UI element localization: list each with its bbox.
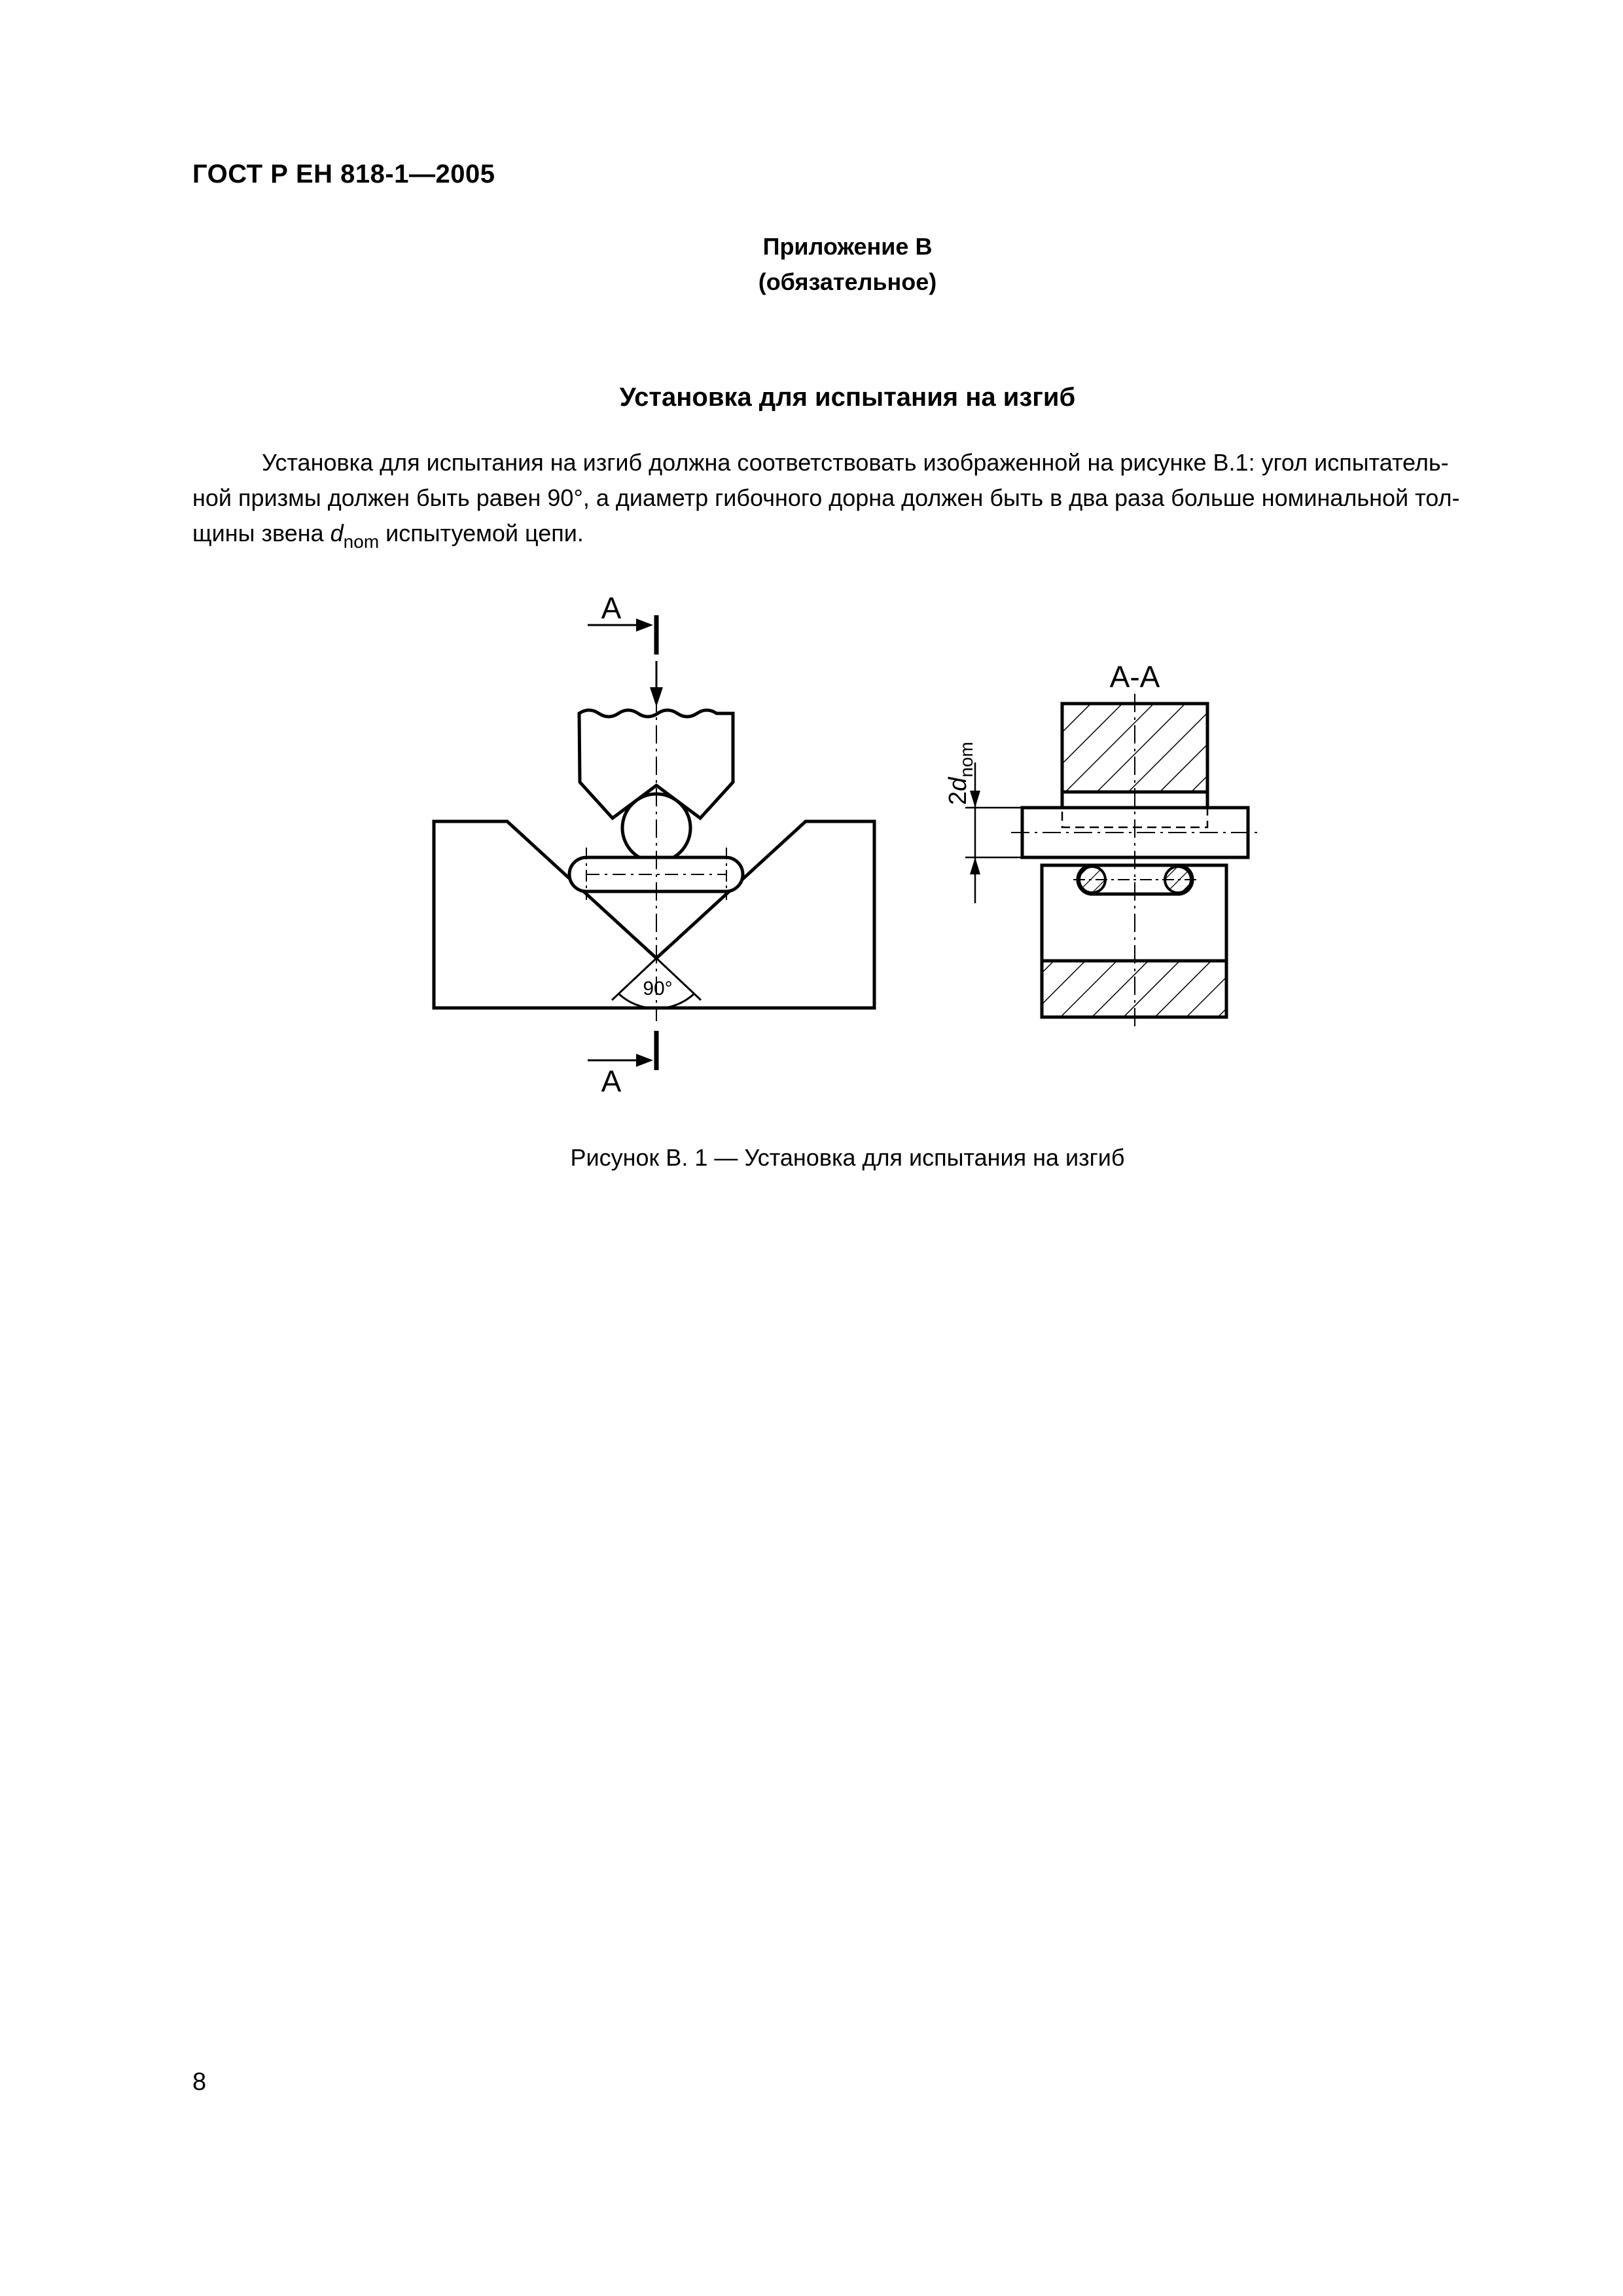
section-mark-top: А bbox=[601, 591, 622, 625]
thickness-subscript: nom bbox=[343, 531, 380, 552]
body-line-3-end: испытуемой цепи. bbox=[379, 520, 584, 547]
dimension-symbol: d bbox=[944, 777, 972, 791]
front-view bbox=[434, 591, 874, 1098]
appendix-title: Приложение В bbox=[762, 233, 933, 260]
document-code: ГОСТ Р ЕН 818-1—2005 bbox=[192, 160, 495, 188]
body-line-2: ной призмы должен быть равен 90°, а диаметр гибочного дорна должен быть в два раза больше номинальной тол- bbox=[192, 484, 1460, 511]
load-arrow-icon bbox=[650, 687, 663, 707]
dimension-label bbox=[944, 742, 976, 805]
figure-caption: Рисунок В. 1 — Установка для испытания на изгиб bbox=[570, 1144, 1125, 1171]
angle-label: 90° bbox=[643, 978, 673, 999]
section-view-label: А-А bbox=[1109, 660, 1160, 694]
thickness-symbol: d bbox=[330, 520, 344, 547]
section-title: Установка для испытания на изгиб bbox=[619, 383, 1076, 412]
svg-text:2dnom bbox=[944, 742, 976, 805]
body-line-1: Установка для испытания на изгиб должна соответствовать изображенной на рисунке В.1: угол испытатель- bbox=[262, 449, 1449, 476]
section-arrow-top-icon bbox=[636, 619, 653, 632]
page-number: 8 bbox=[192, 2068, 207, 2096]
section-arrow-bottom-icon bbox=[636, 1054, 653, 1067]
section-view bbox=[944, 660, 1260, 1028]
section-mark-bottom: А bbox=[601, 1064, 622, 1098]
dimension-prefix: 2 bbox=[944, 791, 972, 805]
dim-arrow-bottom-icon bbox=[970, 857, 980, 874]
mandrel-section bbox=[1062, 704, 1207, 792]
appendix-status: (обязательное) bbox=[758, 268, 937, 295]
dimension-subscript: nom bbox=[956, 742, 976, 778]
body-line-3-start: щины звена bbox=[192, 520, 330, 547]
